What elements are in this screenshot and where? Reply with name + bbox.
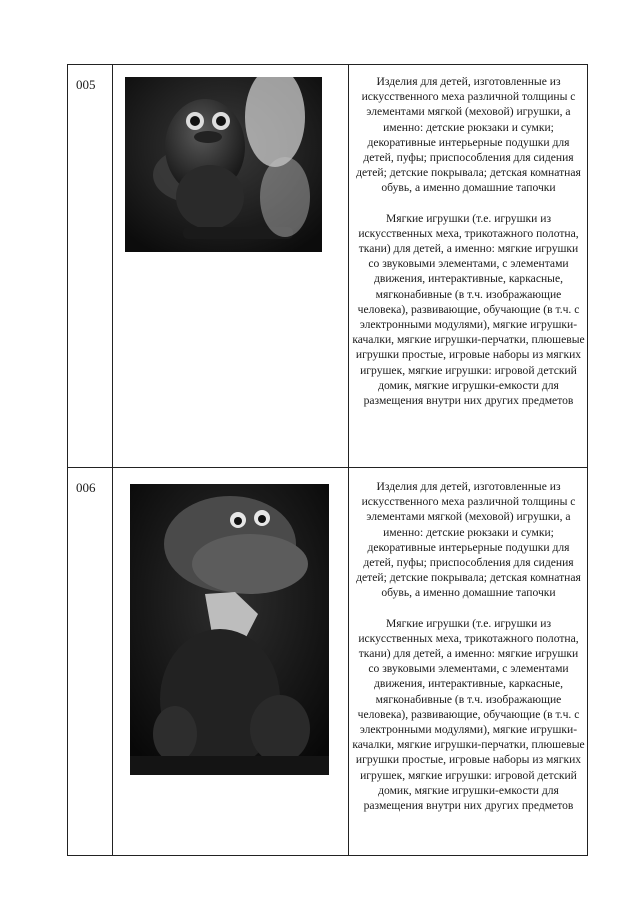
goods-description (352, 479, 585, 813)
column-divider (112, 65, 113, 467)
table-row (68, 65, 587, 468)
goods-description (352, 74, 585, 408)
column-divider (348, 65, 349, 467)
description-paragraph: Изделия для детей, изготовленные из искусственного меха различной толщины с элементами мягкой (меховой) игрушки, а именно: детские рюкзаки и сумки; декоративные интерьерные подушки для детей, пуфы; приспособления для сидения детей; детские покрывала; детская комнатная обувь, а именно домашние тапочки (356, 480, 581, 600)
description-paragraph: Изделия для детей, изготовленные из искусственного меха различной толщины с элементами мягкой (меховой) игрушки, а именно: детские рюкзаки и сумки; декоративные интерьерные подушки для детей, пуфы; приспособления для сидения детей; детские покрывала; детская комнатная обувь, а именно домашние тапочки (356, 75, 581, 195)
soft-toy-photo-icon (130, 484, 329, 775)
column-divider (112, 468, 113, 855)
column-divider (348, 468, 349, 855)
description-paragraph: Мягкие игрушки (т.е. игрушки из искусственных меха, трикотажного полотна, ткани) для детей, а именно: мягкие игрушки со звуковыми элементами, с элементами движения, интерактивные, каркасные, мягконабивные (в т.ч. изображающие человека), развивающие, обучающие (в т.ч. с электронными модулями), мягкие игрушки-качалки, мягкие игрушки-перчатки, плюшевые игрушки простые, игровые наборы из мягких игрушек, мягкие игрушки: игровой детский домик, мягкие игрушки-емкости для размещения внутри них других предметов (352, 616, 585, 813)
goods-table (67, 64, 588, 856)
description-paragraph: Мягкие игрушки (т.е. игрушки из искусственных меха, трикотажного полотна, ткани) для детей, а именно: мягкие игрушки со звуковыми элементами, с элементами движения, интерактивные, каркасные, мягконабивные (в т.ч. изображающие человека), развивающие, обучающие (в т.ч. с электронными модулями), мягкие игрушки-качалки, мягкие игрушки-перчатки, плюшевые игрушки простые, игровые наборы из мягких игрушек, мягкие игрушки: игровой детский домик, мягкие игрушки-емкости для размещения внутри них других предметов (352, 211, 585, 408)
row-number: 005 (76, 77, 96, 92)
row-number: 006 (76, 480, 96, 495)
soft-toy-photo-icon (125, 77, 322, 252)
table-row (68, 468, 587, 855)
